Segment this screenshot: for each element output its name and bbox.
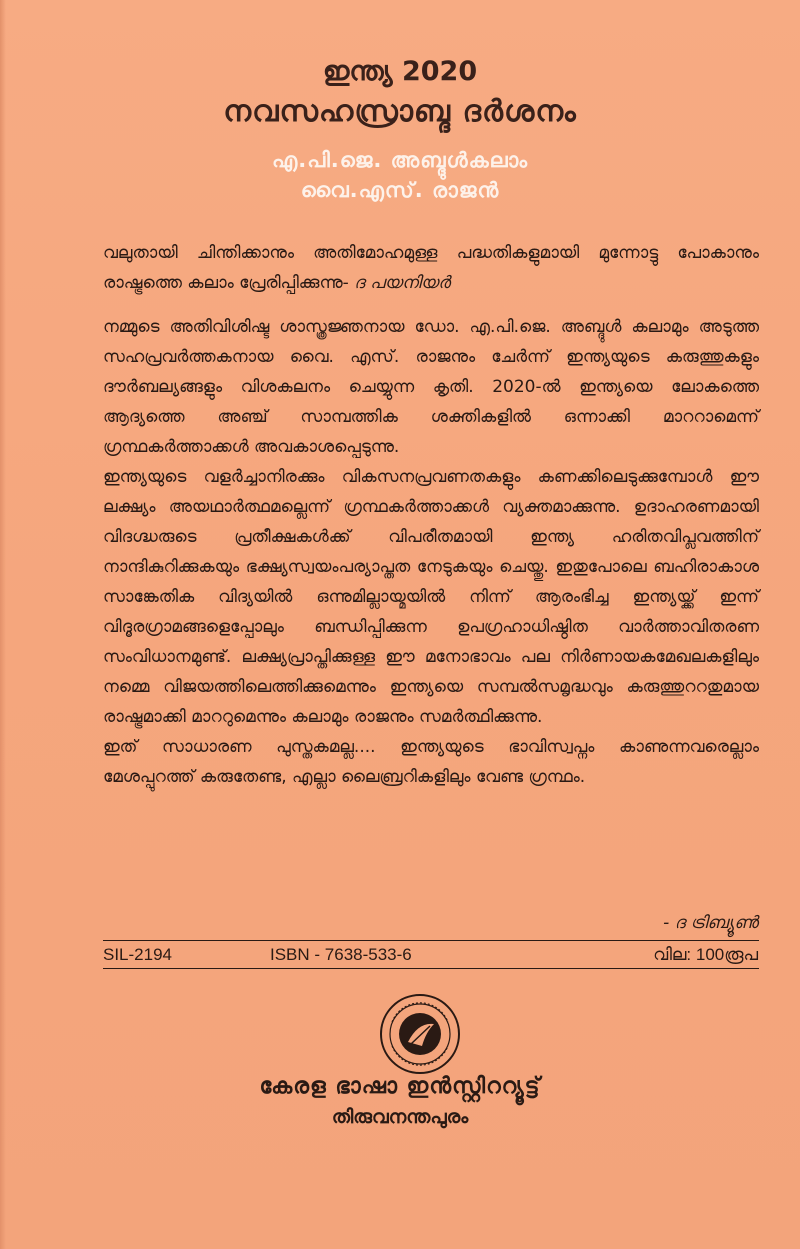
price: വില: 100രൂപ: [653, 945, 758, 964]
review-quote-source: ദ പയനിയർ: [354, 273, 451, 293]
catalog-code: SIL-2194: [103, 945, 172, 964]
divider-bottom: [103, 968, 759, 969]
author-primary: എ.പി.ജെ. അബ്ദുൾകലാം: [272, 148, 528, 172]
isbn: ISBN - 7638-533-6: [270, 945, 412, 964]
publisher-city: തിരുവനന്തപുരം: [331, 1106, 469, 1128]
blurb-paragraph-3: ഇത് സാധാരണ പുസ്തകമല്ല.... ഇന്ത്യയുടെ ഭാവിസ്വപ്നം കാണുന്നവരെല്ലാം മേശപ്പുറത്ത് കരുതേണ്ട, എല്ലാ ലൈബ്രറികളിലും വേണ്ട ഗ്രന്ഥം.: [103, 737, 759, 787]
blurb-paragraph-1: നമ്മുടെ അതിവിശിഷ്ട ശാസ്ത്രജ്ഞനായ ഡോ. എ.പി.ജെ. അബ്ദുൾ കലാമും അടുത്ത സഹപ്രവർത്തകനായ വൈ. എസ്. രാജനും ചേർന്ന് ഇന്ത്യയുടെ കരുത്തുകളും ദൗർബല്യങ്ങളും വിശകലനം ചെയ്യുന്ന കൃതി. 2020-ൽ ഇന്ത്യയെ ലോകത്തെ ആദ്യത്തെ അഞ്ച് സാമ്പത്തിക ശക്തികളിൽ ഒന്നാക്കി മാററാമെന്ന് ഗ്രന്ഥകർത്താക്കൾ അവകാശപ്പെടുന്നു.: [103, 317, 759, 457]
review-quote-text: വലുതായി ചിന്തിക്കാനും അതിമോഹമുള്ള പദ്ധതികളുമായി മുന്നോട്ടു പോകാനും രാഷ്ട്രത്തെ കലാം പ്രേരിപ്പിക്കുന്നു-: [103, 243, 759, 293]
author-secondary: വൈ.എസ്. രാജൻ: [300, 178, 500, 202]
blurb-body: [103, 312, 759, 792]
review-credit: - ദ ട്രിബ്യൂൺ: [663, 913, 758, 933]
divider-top: [103, 940, 759, 941]
publisher-name: കേരള ഭാഷാ ഇൻസ്റ്റിററ്യൂട്ട്: [259, 1074, 541, 1099]
book-subtitle: നവസഹസ്രാബ്ദ ദർശനം: [223, 94, 577, 129]
review-quote: [103, 238, 759, 298]
publisher-emblem-icon: [378, 992, 462, 1076]
blurb-paragraph-2: ഇന്ത്യയുടെ വളർച്ചാനിരക്കും വികസനപ്രവണതകളും കണക്കിലെടുക്കുമ്പോൾ ഈ ലക്ഷ്യം അയഥാർത്ഥമല്ലെന്ന് ഗ്രന്ഥകർത്താക്കൾ വ്യക്തമാക്കുന്നു. ഉദാഹരണമായി വിദഗ്ദ്ധരുടെ പ്രതീക്ഷകൾക്ക് വിപരീതമായി ഇന്ത്യ ഹരിതവിപ്ലവത്തിന് നാന്ദികുറിക്കുകയും ഭക്ഷ്യസ്വയംപര്യാപ്തത നേടുകയും ചെയ്തു. ഇതുപോലെ ബഹിരാകാശ സാങ്കേതിക വിദ്യയിൽ ഒന്നുമില്ലായ്മയിൽ നിന്ന് ആരംഭിച്ച ഇന്ത്യയ്ക്ക് ഇന്ന് വിദൂരഗ്രാമങ്ങളെപ്പോലും ബന്ധിപ്പിക്കുന്ന ഉപഗ്രഹാധിഷ്ഠിത വാർത്താവിതരണ സംവിധാനമുണ്ട്. ലക്ഷ്യപ്രാപ്തിക്കുള്ള ഈ മനോഭാവം പല നിർണായകമേഖലകളിലും നമ്മെ വിജയത്തിലെത്തിക്കുമെന്നും ഇന്ത്യയെ സമ്പൽസമൃദ്ധവും കരുത്തുററതുമായ രാഷ്ട്രമാക്കി മാററുമെന്നും കലാമും രാജനും സമർത്ഥിക്കുന്നു.: [103, 467, 759, 727]
book-title: ഇന്ത്യ 2020: [322, 56, 478, 87]
